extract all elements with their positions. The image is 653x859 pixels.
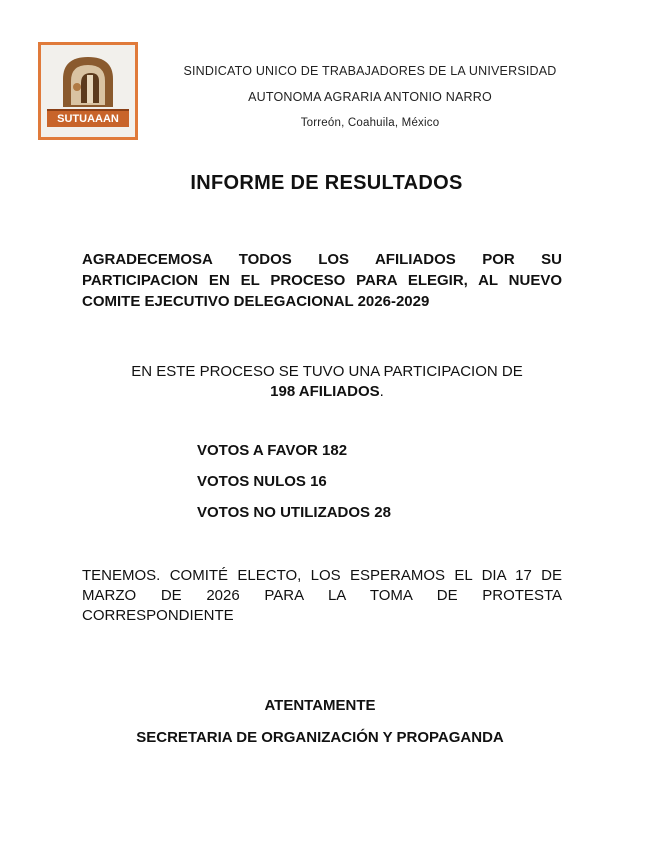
votes-null: VOTOS NULOS 16 (197, 473, 327, 490)
votes-summary (197, 442, 391, 535)
participation-period: . (379, 383, 384, 400)
votes-favor: VOTOS A FAVOR 182 (197, 442, 348, 459)
header-union-name: SINDICATO UNICO DE TRABAJADORES DE LA UNIVERSIDAD (183, 64, 557, 78)
participation-count: 198 AFILIADOS (270, 383, 380, 400)
regards-line: ATENTAMENTE (264, 697, 376, 714)
signature-line: SECRETARIA DE ORGANIZACIÓN Y PROPAGANDA (136, 729, 504, 746)
logo-text: SUTUAAAN (57, 113, 119, 125)
header-location: Torreón, Coahuila, México (300, 117, 440, 129)
union-emblem-icon (41, 45, 135, 137)
votes-unused: VOTOS NO UTILIZADOS 28 (197, 504, 391, 521)
union-logo (38, 42, 138, 140)
closing-paragraph: TENEMOS. COMITÉ ELECTO, LOS ESPERAMOS EL DIA 17 DE MARZO DE 2026 PARA LA TOMA DE PROTESTA CORRESPONDIENTE (82, 567, 562, 624)
participation-text: EN ESTE PROCESO SE TUVO UNA PARTICIPACION DE (131, 363, 523, 380)
page-title: INFORME DE RESULTADOS (190, 172, 463, 194)
header-university-name: AUTONOMA AGRARIA ANTONIO NARRO (248, 90, 492, 104)
thanks-paragraph: AGRADECEMOSA TODOS LOS AFILIADOS POR SU PARTICIPACION EN EL PROCESO PARA ELEGIR, AL NUEVO COMITE EJECUTIVO DELEGACIONAL 2026-2029 (82, 251, 562, 310)
participation-paragraph (82, 362, 572, 402)
